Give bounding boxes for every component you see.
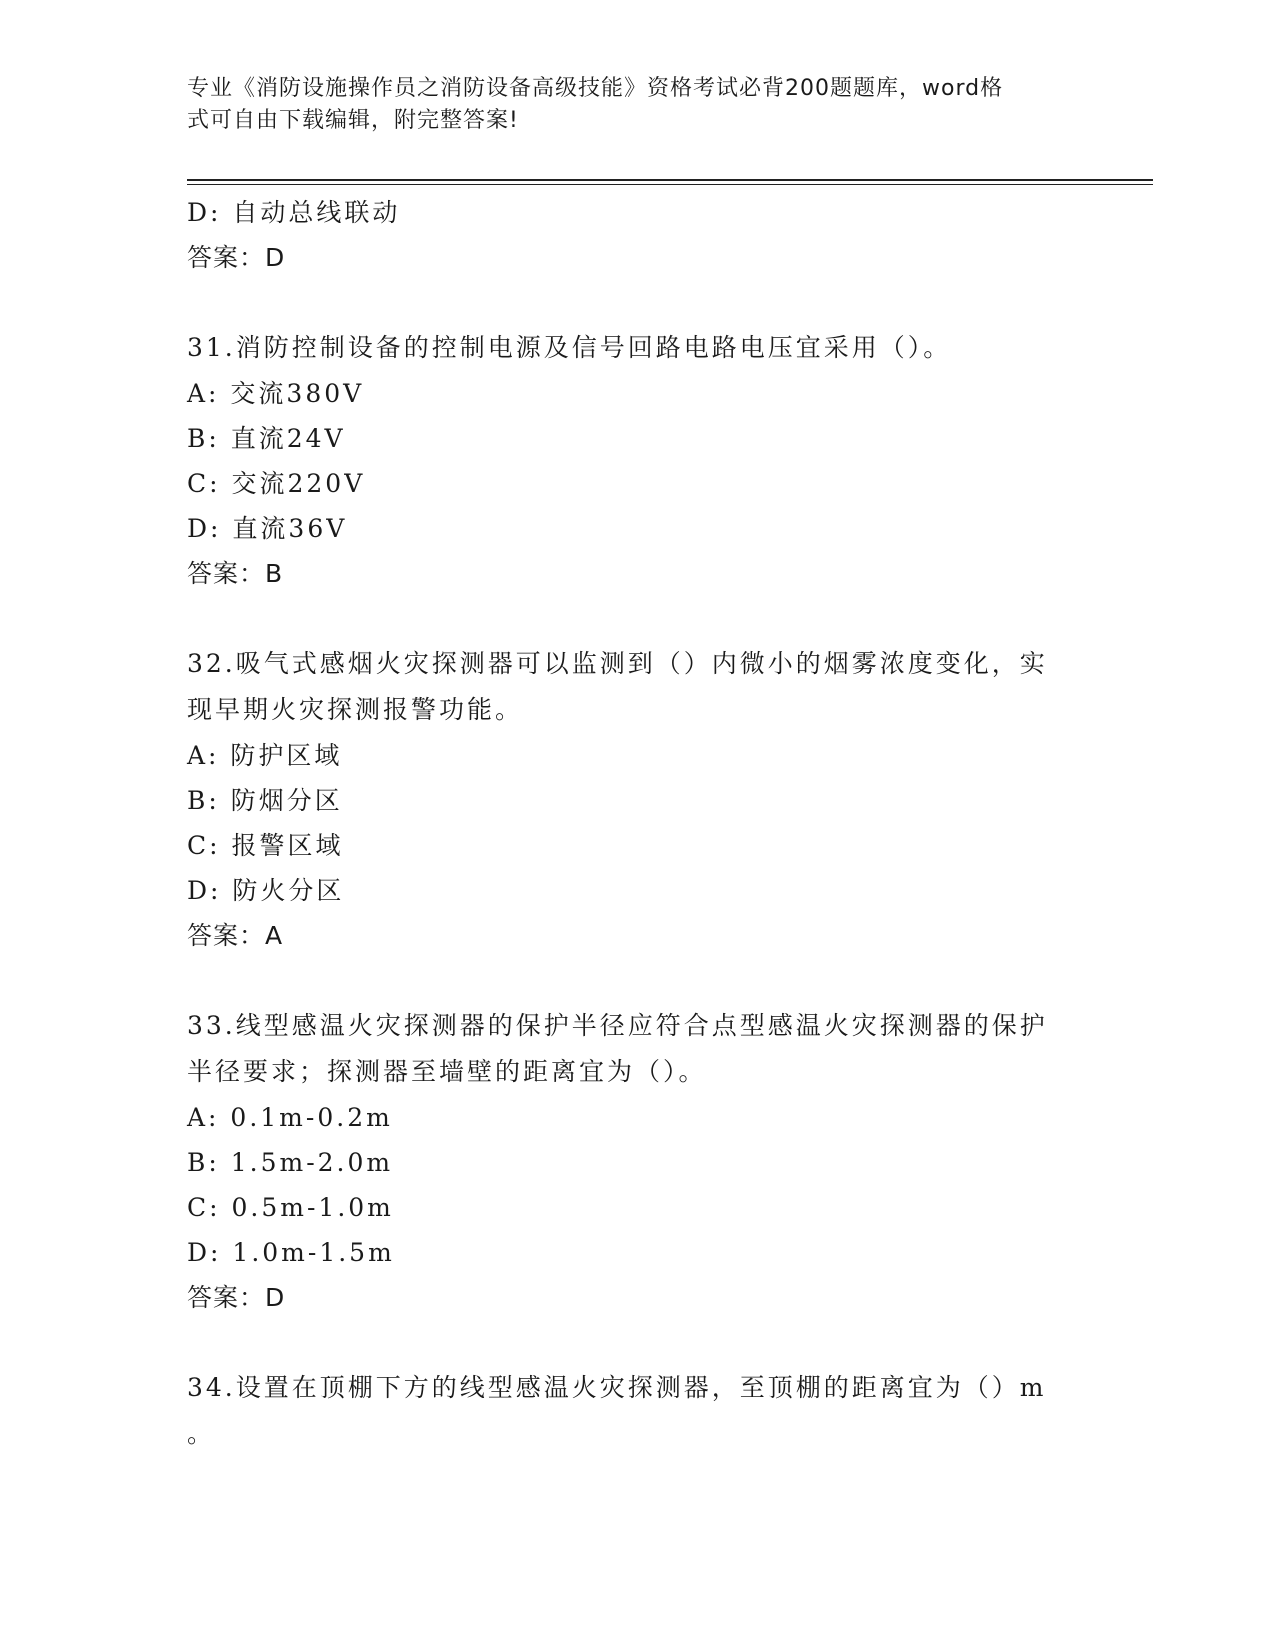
- question-34: [187, 1365, 1087, 1457]
- answer-label: 答案：D: [187, 243, 286, 272]
- question-text-line-1: 34.设置在顶棚下方的线型感温火灾探测器，至顶棚的距离宜为（）m: [187, 1373, 1047, 1402]
- option-d: D: 自动总线联动: [187, 198, 401, 227]
- option-c: C: 报警区域: [187, 831, 344, 860]
- option-a: A: 0.1m-0.2m: [187, 1103, 393, 1132]
- option-d: D: 1.0m-1.5m: [187, 1238, 395, 1267]
- question-text-line-2: 。: [187, 1419, 216, 1448]
- answer-label: 答案：B: [187, 559, 284, 588]
- question-list: [187, 190, 1087, 1457]
- option-b: B: 1.5m-2.0m: [187, 1148, 394, 1177]
- answer-label: 答案：A: [187, 921, 284, 950]
- option-a: A: 交流380V: [187, 379, 365, 408]
- option-b: B: 防烟分区: [187, 786, 343, 815]
- option-c: C: 交流220V: [187, 469, 366, 498]
- question-33: [187, 1003, 1087, 1320]
- answer-label: 答案：D: [187, 1283, 286, 1312]
- prev-question-block: [187, 190, 1087, 280]
- question-text-line-1: 33.线型感温火灾探测器的保护半径应符合点型感温火灾探测器的保护: [187, 1011, 1048, 1040]
- document-header: [187, 73, 1067, 137]
- question-text-line-2: 半径要求；探测器至墙壁的距离宜为（）。: [187, 1057, 707, 1086]
- option-a: A: 防护区域: [187, 741, 343, 770]
- header-rule-thick: [187, 179, 1153, 181]
- header-line-2: 式可自由下载编辑，附完整答案!: [187, 108, 519, 133]
- question-text-line-1: 32.吸气式感烟火灾探测器可以监测到（）内微小的烟雾浓度变化，实: [187, 649, 1048, 678]
- header-rule-thin: [187, 184, 1153, 185]
- option-b: B: 直流24V: [187, 424, 346, 453]
- option-d: D: 直流36V: [187, 514, 348, 543]
- option-d: D: 防火分区: [187, 876, 345, 905]
- question-text-line-2: 现早期火灾探测报警功能。: [187, 695, 524, 724]
- question-text: 31.消防控制设备的控制电源及信号回路电路电压宜采用（）。: [187, 333, 952, 362]
- question-31: [187, 325, 1087, 596]
- header-line-1: 专业《消防设施操作员之消防设备高级技能》资格考试必背200题题库，word格: [187, 76, 1004, 101]
- option-c: C: 0.5m-1.0m: [187, 1193, 394, 1222]
- question-32: [187, 641, 1087, 958]
